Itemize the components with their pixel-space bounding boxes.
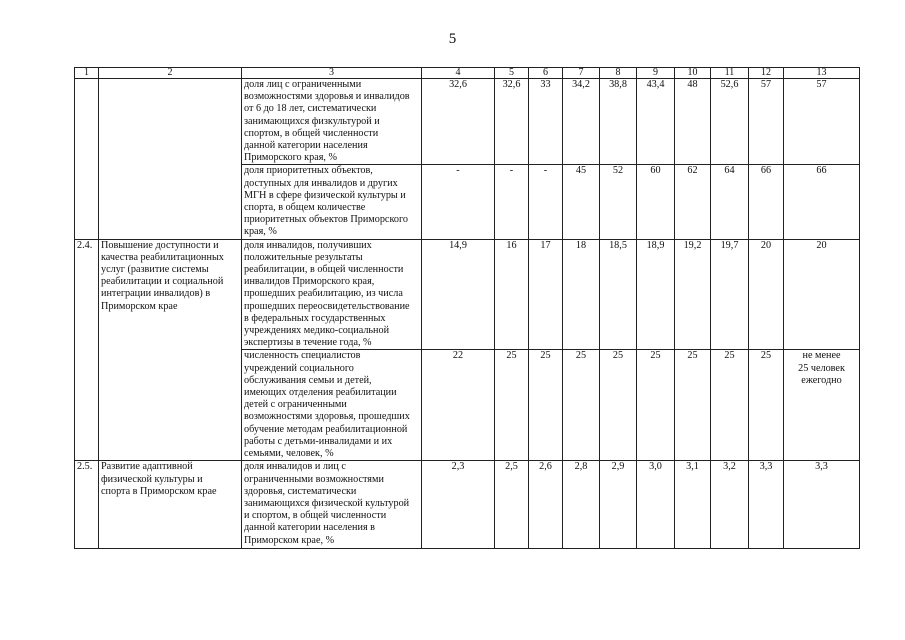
value-cell: 25 (563, 350, 600, 461)
value-cell: 66 (749, 165, 784, 239)
value-cell: 3,1 (675, 461, 711, 549)
table-row (75, 239, 860, 350)
value-cell: 57 (784, 79, 860, 165)
header-cell: 10 (675, 68, 711, 79)
value-cell: 3,3 (784, 461, 860, 549)
value-cell: 2,5 (495, 461, 529, 549)
measure-cell: Повышение доступности и качества реабилитационных услуг (развитие системы реабилитации и социальной интеграции инвалидов) в Приморском крае (99, 239, 242, 461)
value-cell: 2,6 (529, 461, 563, 549)
value-cell: 25 (711, 350, 749, 461)
header-cell: 5 (495, 68, 529, 79)
value-cell: 33 (529, 79, 563, 165)
indicator-cell: доля инвалидов, получивших положительные результаты реабилитации, в общей численности инвалидов Приморского края, прошедших реабилитацию, из числа прошедших переосвидетельствование в федеральных государственных учреждениях медико-социальной экспертизы в течение года, % (242, 239, 422, 350)
indicators-table (74, 67, 860, 549)
header-cell: 11 (711, 68, 749, 79)
measure-cell: Развитие адаптивной физической культуры и спорта в Приморском крае (99, 461, 242, 549)
header-row (75, 68, 860, 79)
header-cell: 8 (600, 68, 637, 79)
value-cell: 25 (600, 350, 637, 461)
header-cell: 1 (75, 68, 99, 79)
value-cell: 2,3 (422, 461, 495, 549)
value-cell: 25 (495, 350, 529, 461)
indicator-cell: доля инвалидов и лиц с ограниченными возможностями здоровья, систематически занимающихся физической культурой и спортом, в общей численности данной категории населения в Приморском крае, % (242, 461, 422, 549)
value-cell: 16 (495, 239, 529, 350)
value-cell: - (495, 165, 529, 239)
value-cell: 2,8 (563, 461, 600, 549)
value-cell: 3,3 (749, 461, 784, 549)
value-cell: 25 (749, 350, 784, 461)
value-cell: 2,9 (600, 461, 637, 549)
value-cell: 14,9 (422, 239, 495, 350)
header-cell: 9 (637, 68, 675, 79)
indicator-cell: доля лиц с ограниченными возможностями здоровья и инвалидов от 6 до 18 лет, систематически занимающихся физкультурой и спортом, в общей численности данной категории населения Приморского края, % (242, 79, 422, 165)
value-cell: 52 (600, 165, 637, 239)
value-cell: 25 (637, 350, 675, 461)
value-cell: 3,2 (711, 461, 749, 549)
value-cell: 34,2 (563, 79, 600, 165)
value-cell: 3,0 (637, 461, 675, 549)
value-cell: 48 (675, 79, 711, 165)
value-cell: 25 (675, 350, 711, 461)
value-cell: 52,6 (711, 79, 749, 165)
header-cell: 12 (749, 68, 784, 79)
header-cell: 3 (242, 68, 422, 79)
value-cell: 25 (529, 350, 563, 461)
value-cell: 18 (563, 239, 600, 350)
value-cell: 20 (749, 239, 784, 350)
value-cell: 19,7 (711, 239, 749, 350)
value-cell: 18,9 (637, 239, 675, 350)
value-cell: 32,6 (495, 79, 529, 165)
value-cell: 43,4 (637, 79, 675, 165)
item-number-cell: 2.4. (75, 239, 99, 461)
header-cell: 6 (529, 68, 563, 79)
value-cell: 32,6 (422, 79, 495, 165)
value-cell: 22 (422, 350, 495, 461)
value-cell: не менее 25 человек ежегодно (784, 350, 860, 461)
header-cell: 7 (563, 68, 600, 79)
indicator-cell: доля приоритетных объектов, доступных для инвалидов и других МГН в сфере физической культуры и спорта, в общем количестве приоритетных объектов Приморского края, % (242, 165, 422, 239)
value-cell: - (529, 165, 563, 239)
value-cell: 60 (637, 165, 675, 239)
value-cell: 66 (784, 165, 860, 239)
value-cell: 62 (675, 165, 711, 239)
value-cell: 17 (529, 239, 563, 350)
value-cell: 64 (711, 165, 749, 239)
value-cell: 19,2 (675, 239, 711, 350)
value-cell: 18,5 (600, 239, 637, 350)
item-number-cell: 2.5. (75, 461, 99, 549)
value-cell: - (422, 165, 495, 239)
measure-cell (99, 79, 242, 240)
value-cell: 45 (563, 165, 600, 239)
value-cell: 57 (749, 79, 784, 165)
table-row (75, 79, 860, 165)
value-cell: 38,8 (600, 79, 637, 165)
page-number: 5 (448, 31, 457, 47)
item-number-cell (75, 79, 99, 240)
header-cell: 4 (422, 68, 495, 79)
value-cell: 20 (784, 239, 860, 350)
header-cell: 13 (784, 68, 860, 79)
indicator-cell: численность специалистов учреждений социального обслуживания семьи и детей, имеющих отделения реабилитации детей с ограниченными возможностями здоровья, прошедших обучение методам реабилитационной работы с детьми-инвалидами и их семьями, человек, % (242, 350, 422, 461)
header-cell: 2 (99, 68, 242, 79)
table-row (75, 461, 860, 549)
